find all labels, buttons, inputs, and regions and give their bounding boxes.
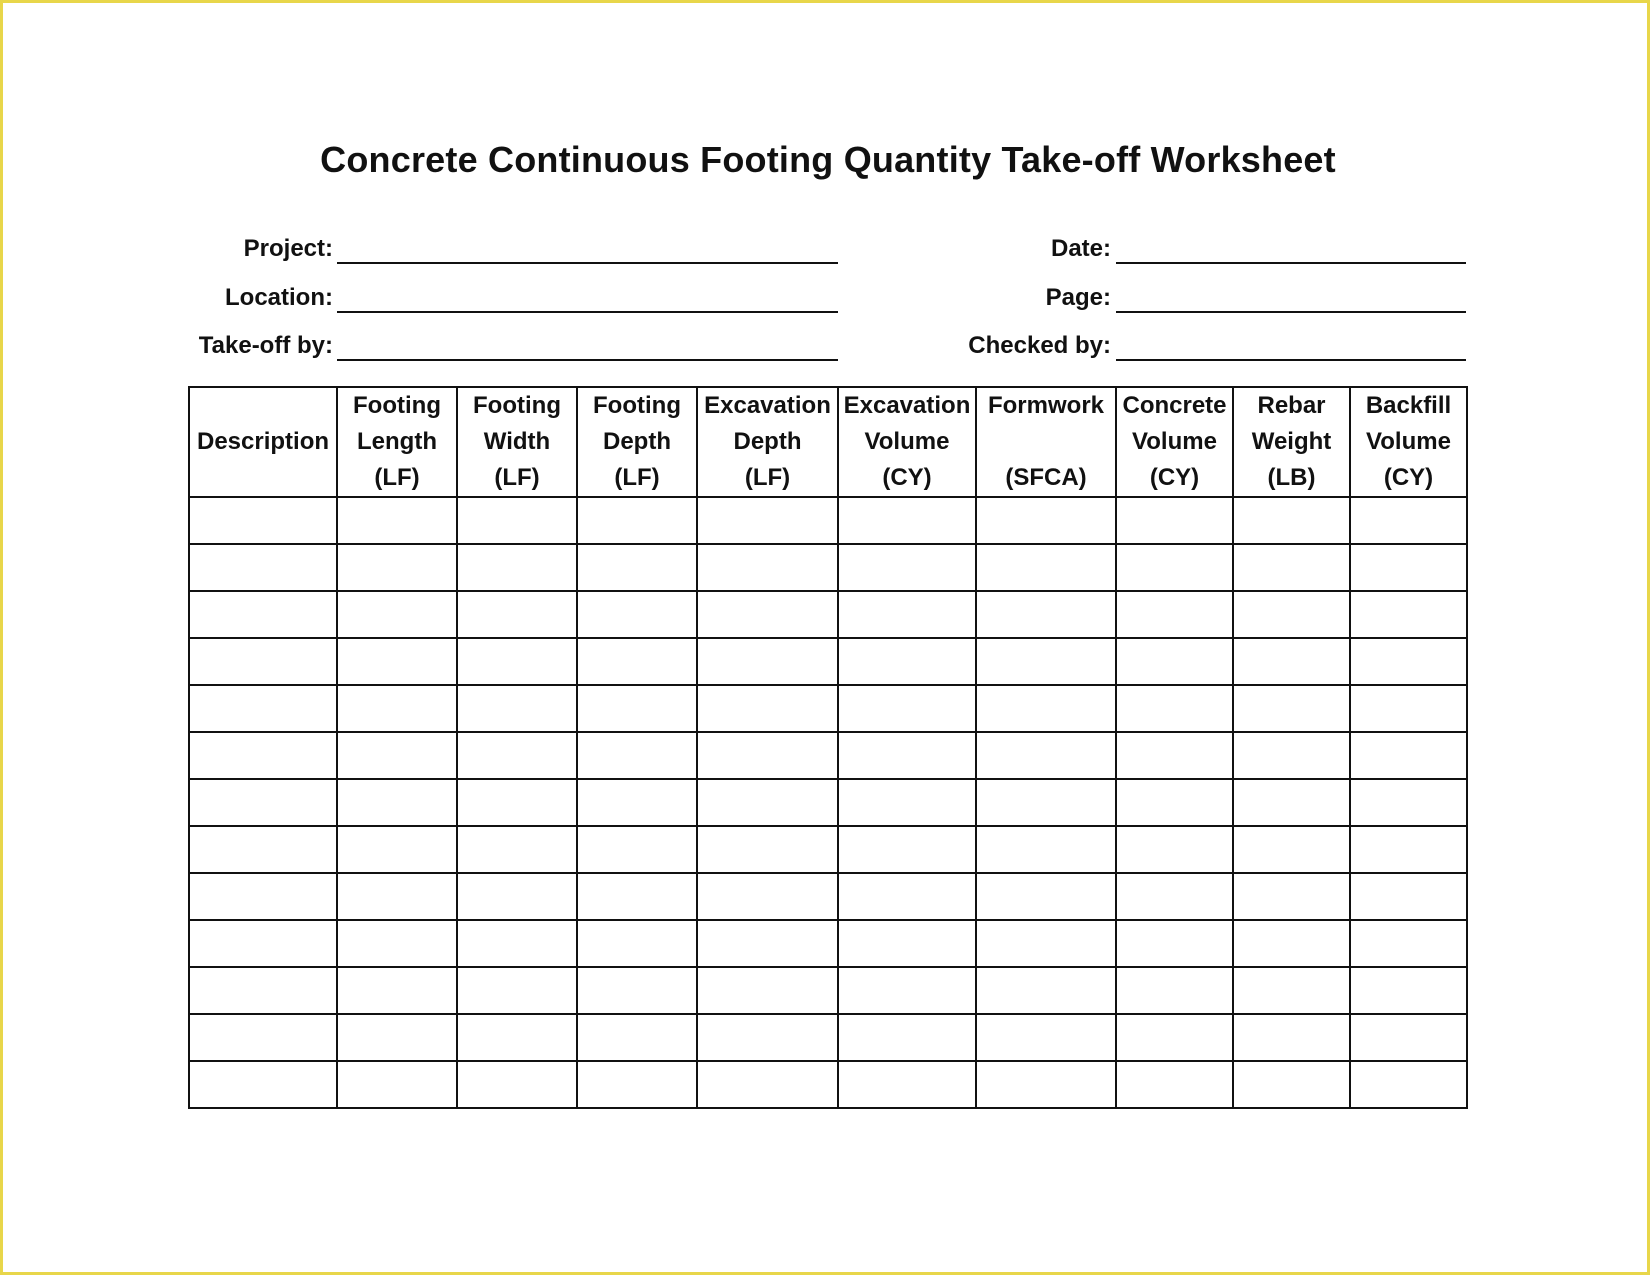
column-header-line: Footing (593, 392, 681, 419)
cell-excavation-depth[interactable] (697, 732, 838, 779)
column-header-line: Length (357, 428, 437, 455)
cell-rebar-weight[interactable] (1233, 497, 1350, 544)
cell-footing-length[interactable] (337, 544, 457, 591)
cell-excavation-volume[interactable] (838, 732, 976, 779)
cell-excavation-depth[interactable] (697, 779, 838, 826)
cell-formwork[interactable] (976, 826, 1116, 873)
cell-backfill-volume[interactable] (1350, 826, 1467, 873)
project-field[interactable] (337, 262, 838, 264)
column-header-line: Depth (603, 428, 671, 455)
table-row (189, 497, 1467, 544)
cell-footing-width[interactable] (457, 779, 577, 826)
cell-excavation-depth[interactable] (697, 967, 838, 1014)
cell-description[interactable] (189, 873, 337, 920)
cell-footing-length[interactable] (337, 967, 457, 1014)
column-header-line: Volume (864, 428, 950, 455)
page-field[interactable] (1116, 311, 1466, 313)
cell-excavation-volume[interactable] (838, 1014, 976, 1061)
table-row (189, 638, 1467, 685)
cell-excavation-depth[interactable] (697, 638, 838, 685)
column-header-line: (LF) (744, 464, 791, 491)
column-header-line: (CY) (1149, 464, 1200, 491)
cell-footing-length[interactable] (337, 779, 457, 826)
cell-concrete-volume[interactable] (1116, 967, 1233, 1014)
cell-backfill-volume[interactable] (1350, 591, 1467, 638)
cell-footing-length[interactable] (337, 826, 457, 873)
cell-rebar-weight[interactable] (1233, 779, 1350, 826)
cell-description[interactable] (189, 638, 337, 685)
cell-footing-depth[interactable] (577, 1014, 697, 1061)
cell-rebar-weight[interactable] (1233, 544, 1350, 591)
cell-excavation-depth[interactable] (697, 591, 838, 638)
page-label: Page: (1045, 284, 1111, 311)
cell-formwork[interactable] (976, 873, 1116, 920)
column-header-formwork (976, 387, 1116, 497)
cell-rebar-weight[interactable] (1233, 1061, 1350, 1108)
cell-concrete-volume[interactable] (1116, 638, 1233, 685)
cell-backfill-volume[interactable] (1350, 967, 1467, 1014)
cell-concrete-volume[interactable] (1116, 497, 1233, 544)
cell-excavation-volume[interactable] (838, 497, 976, 544)
cell-description[interactable] (189, 826, 337, 873)
cell-description[interactable] (189, 967, 337, 1014)
column-header-line: (LF) (614, 464, 660, 491)
takeoff-by-label: Take-off by: (198, 332, 333, 359)
cell-footing-length[interactable] (337, 591, 457, 638)
cell-footing-depth[interactable] (577, 779, 697, 826)
cell-footing-width[interactable] (457, 1014, 577, 1061)
cell-description[interactable] (189, 685, 337, 732)
cell-footing-width[interactable] (457, 920, 577, 967)
cell-footing-depth[interactable] (577, 920, 697, 967)
column-header-line: Footing (473, 392, 561, 419)
column-header-line: (LB) (1267, 464, 1316, 491)
cell-backfill-volume[interactable] (1350, 920, 1467, 967)
cell-rebar-weight[interactable] (1233, 967, 1350, 1014)
cell-description[interactable] (189, 544, 337, 591)
cell-formwork[interactable] (976, 1061, 1116, 1108)
cell-footing-depth[interactable] (577, 497, 697, 544)
cell-footing-length[interactable] (337, 920, 457, 967)
cell-footing-depth[interactable] (577, 638, 697, 685)
cell-footing-length[interactable] (337, 732, 457, 779)
column-header-line: Concrete (1122, 392, 1227, 419)
table-row (189, 732, 1467, 779)
cell-rebar-weight[interactable] (1233, 591, 1350, 638)
column-header-line: Width (483, 428, 551, 455)
cell-formwork[interactable] (976, 544, 1116, 591)
cell-excavation-volume[interactable] (838, 967, 976, 1014)
cell-footing-length[interactable] (337, 497, 457, 544)
cell-footing-depth[interactable] (577, 873, 697, 920)
column-header-line: (LF) (494, 464, 540, 491)
cell-backfill-volume[interactable] (1350, 732, 1467, 779)
cell-description[interactable] (189, 1014, 337, 1061)
cell-excavation-volume[interactable] (838, 1061, 976, 1108)
cell-footing-width[interactable] (457, 497, 577, 544)
cell-footing-width[interactable] (457, 732, 577, 779)
cell-concrete-volume[interactable] (1116, 779, 1233, 826)
cell-footing-width[interactable] (457, 591, 577, 638)
cell-rebar-weight[interactable] (1233, 732, 1350, 779)
takeoff-table (188, 386, 1468, 1109)
cell-rebar-weight[interactable] (1233, 638, 1350, 685)
cell-excavation-volume[interactable] (838, 779, 976, 826)
column-header-line: (LF) (374, 464, 420, 491)
column-header-line: Backfill (1365, 392, 1452, 419)
table-row (189, 920, 1467, 967)
cell-footing-depth[interactable] (577, 1061, 697, 1108)
cell-footing-width[interactable] (457, 638, 577, 685)
table-header-row (189, 387, 1467, 497)
cell-excavation-volume[interactable] (838, 591, 976, 638)
cell-backfill-volume[interactable] (1350, 1061, 1467, 1108)
cell-formwork[interactable] (976, 685, 1116, 732)
cell-footing-depth[interactable] (577, 591, 697, 638)
column-header-line: Volume (1366, 428, 1451, 455)
cell-formwork[interactable] (976, 967, 1116, 1014)
cell-formwork[interactable] (976, 1014, 1116, 1061)
column-header-footing-length (337, 387, 457, 497)
cell-footing-length[interactable] (337, 1061, 457, 1108)
column-header-rebar-weight (1233, 387, 1350, 497)
cell-formwork[interactable] (976, 591, 1116, 638)
table-row (189, 826, 1467, 873)
table-body (189, 497, 1467, 1108)
cell-backfill-volume[interactable] (1350, 873, 1467, 920)
date-field[interactable] (1116, 262, 1466, 264)
cell-footing-length[interactable] (337, 638, 457, 685)
cell-description[interactable] (189, 591, 337, 638)
location-label: Location: (225, 284, 333, 311)
table-row (189, 1014, 1467, 1061)
cell-rebar-weight[interactable] (1233, 873, 1350, 920)
cell-concrete-volume[interactable] (1116, 591, 1233, 638)
cell-backfill-volume[interactable] (1350, 779, 1467, 826)
cell-footing-depth[interactable] (577, 732, 697, 779)
takeoff-by-field[interactable] (337, 359, 838, 361)
cell-formwork[interactable] (976, 920, 1116, 967)
cell-formwork[interactable] (976, 732, 1116, 779)
cell-excavation-depth[interactable] (697, 1014, 838, 1061)
checked-by-field[interactable] (1116, 359, 1466, 361)
column-header-line: Weight (1251, 428, 1332, 455)
cell-excavation-depth[interactable] (697, 920, 838, 967)
cell-formwork[interactable] (976, 497, 1116, 544)
table-row (189, 1061, 1467, 1108)
cell-description[interactable] (189, 779, 337, 826)
project-label: Project: (243, 235, 333, 262)
column-header-footing-depth (577, 387, 697, 497)
checked-by-label: Checked by: (968, 332, 1111, 359)
column-header-line: Footing (353, 392, 441, 419)
cell-backfill-volume[interactable] (1350, 685, 1467, 732)
table-row (189, 873, 1467, 920)
table-row (189, 544, 1467, 591)
column-header-line: Rebar (1257, 392, 1326, 419)
cell-backfill-volume[interactable] (1350, 1014, 1467, 1061)
cell-rebar-weight[interactable] (1233, 1014, 1350, 1061)
table-row (189, 591, 1467, 638)
cell-concrete-volume[interactable] (1116, 1061, 1233, 1108)
cell-excavation-volume[interactable] (838, 638, 976, 685)
cell-description[interactable] (189, 1061, 337, 1108)
column-header-line: Excavation (704, 392, 831, 419)
cell-rebar-weight[interactable] (1233, 826, 1350, 873)
cell-footing-depth[interactable] (577, 826, 697, 873)
cell-footing-width[interactable] (457, 1061, 577, 1108)
cell-excavation-depth[interactable] (697, 544, 838, 591)
cell-description[interactable] (189, 497, 337, 544)
cell-footing-width[interactable] (457, 967, 577, 1014)
cell-excavation-volume[interactable] (838, 826, 976, 873)
cell-concrete-volume[interactable] (1116, 544, 1233, 591)
cell-excavation-depth[interactable] (697, 826, 838, 873)
cell-excavation-volume[interactable] (838, 920, 976, 967)
cell-excavation-depth[interactable] (697, 685, 838, 732)
cell-rebar-weight[interactable] (1233, 685, 1350, 732)
column-header-backfill-volume (1350, 387, 1467, 497)
column-header-line: (SFCA) (1005, 464, 1087, 491)
cell-description[interactable] (189, 920, 337, 967)
cell-footing-depth[interactable] (577, 967, 697, 1014)
cell-excavation-volume[interactable] (838, 873, 976, 920)
table-row (189, 685, 1467, 732)
cell-excavation-depth[interactable] (697, 873, 838, 920)
cell-excavation-depth[interactable] (697, 1061, 838, 1108)
location-field[interactable] (337, 311, 838, 313)
cell-description[interactable] (189, 732, 337, 779)
column-header-line: Excavation (843, 392, 971, 419)
column-header-concrete-volume (1116, 387, 1233, 497)
cell-footing-length[interactable] (337, 1014, 457, 1061)
cell-concrete-volume[interactable] (1116, 826, 1233, 873)
cell-concrete-volume[interactable] (1116, 873, 1233, 920)
cell-footing-depth[interactable] (577, 685, 697, 732)
column-header-line: (CY) (1383, 464, 1434, 491)
cell-excavation-volume[interactable] (838, 685, 976, 732)
cell-footing-depth[interactable] (577, 544, 697, 591)
column-header-excavation-volume (838, 387, 976, 497)
cell-footing-length[interactable] (337, 685, 457, 732)
cell-concrete-volume[interactable] (1116, 732, 1233, 779)
cell-excavation-volume[interactable] (838, 544, 976, 591)
cell-footing-width[interactable] (457, 873, 577, 920)
cell-footing-length[interactable] (337, 873, 457, 920)
column-header-description (189, 387, 337, 497)
worksheet-title: Concrete Continuous Footing Quantity Take-off Worksheet (320, 139, 1336, 180)
cell-backfill-volume[interactable] (1350, 497, 1467, 544)
cell-footing-width[interactable] (457, 544, 577, 591)
cell-backfill-volume[interactable] (1350, 638, 1467, 685)
cell-rebar-weight[interactable] (1233, 920, 1350, 967)
table-row (189, 779, 1467, 826)
cell-footing-width[interactable] (457, 826, 577, 873)
cell-backfill-volume[interactable] (1350, 544, 1467, 591)
column-header-line: Formwork (987, 392, 1104, 419)
column-header-line (977, 424, 1115, 460)
column-header-line: (CY) (882, 464, 932, 491)
cell-formwork[interactable] (976, 638, 1116, 685)
column-header-footing-width (457, 387, 577, 497)
column-header-line: Description (196, 428, 330, 455)
table-row (189, 967, 1467, 1014)
column-header-excavation-depth (697, 387, 838, 497)
cell-formwork[interactable] (976, 779, 1116, 826)
column-header-line: Depth (733, 428, 802, 455)
cell-concrete-volume[interactable] (1116, 1014, 1233, 1061)
cell-footing-width[interactable] (457, 685, 577, 732)
cell-excavation-depth[interactable] (697, 497, 838, 544)
column-header-line: Volume (1132, 428, 1217, 455)
cell-concrete-volume[interactable] (1116, 920, 1233, 967)
cell-concrete-volume[interactable] (1116, 685, 1233, 732)
date-label: Date: (1050, 235, 1111, 262)
